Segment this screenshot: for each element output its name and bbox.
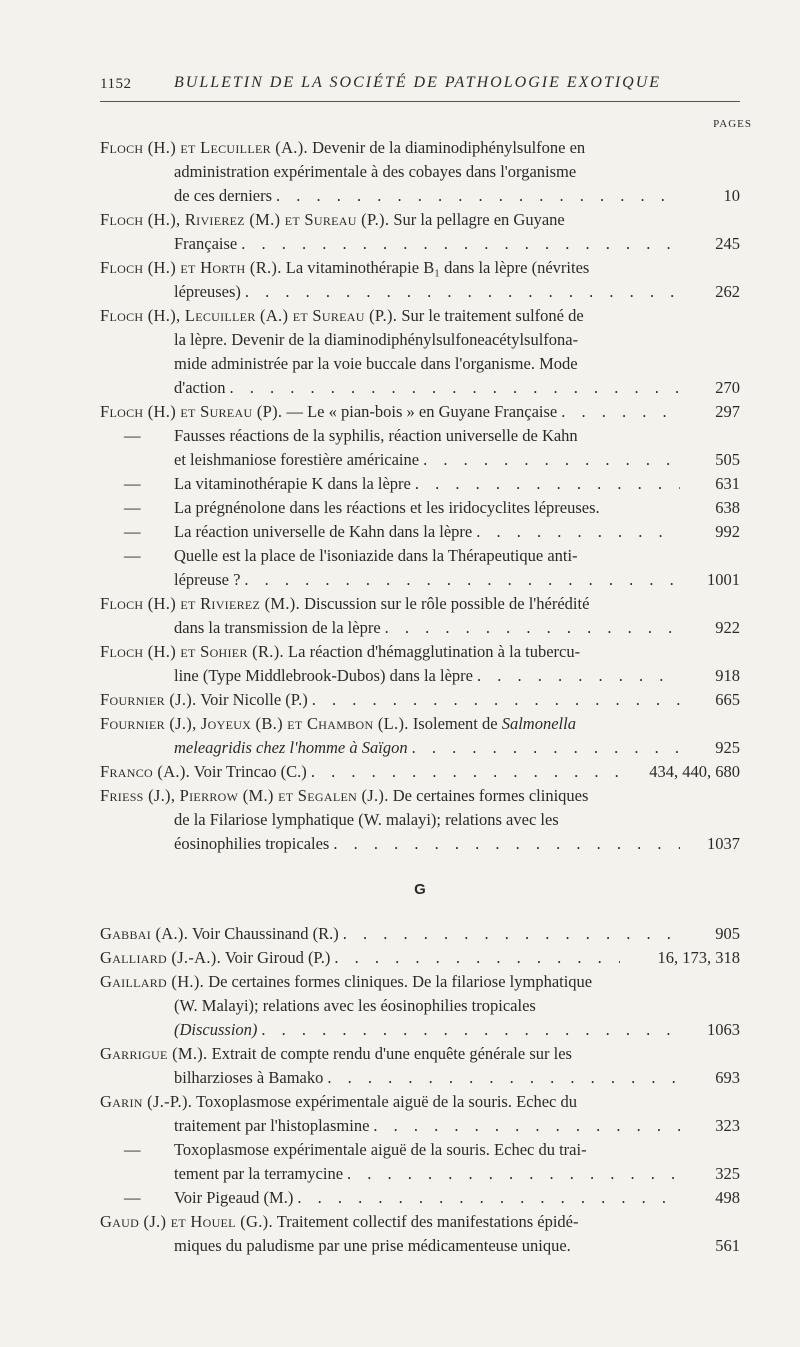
ditto-dash: — [124,522,141,541]
dot-leader [311,760,620,784]
entry-author: Garin (J.-P.). [100,1092,193,1111]
entry-text: De certaines formes cliniques. De la filariose lymphatique [208,972,593,991]
entry-last-line: de ces derniers [174,186,273,205]
entry-page: 498 [715,1188,740,1207]
dot-leader [373,1114,680,1138]
entry-author: Floch (H.) et Sohier (R.). [100,642,284,661]
index-entry [100,784,740,856]
ditto-dash: — [124,1140,141,1159]
entry-page: 918 [715,666,740,685]
entry-page: 922 [715,618,740,637]
index-subentry [100,472,740,496]
entry-author: Floch (H.) et Lecuiller (A.). [100,138,308,157]
entry-page: 1063 [707,1020,740,1039]
entry-text: — Le « pian-bois » en Guyane Française [286,402,558,421]
entry-text: La réaction d'hémagglutination à la tubercu- [288,642,581,661]
entry-page: 925 [715,738,740,757]
entry-continuation: mide administrée par la voie buccale dans l'organisme. Mode [174,354,578,373]
index-entry [100,400,740,424]
entry-page: 262 [715,282,740,301]
dot-leader [244,568,680,592]
entry-text: Devenir de la diaminodiphénylsulfone en [312,138,586,157]
entry-continuation: administration expérimentale à des cobayes dans l'organisme [174,162,577,181]
entry-last-line: Voir Pigeaud (M.) [174,1188,294,1207]
ditto-dash: — [124,1188,141,1207]
entry-page: 638 [715,498,740,517]
entry-text: Discussion sur le rôle possible de l'hérédité [304,594,590,613]
ditto-dash: — [124,426,141,445]
entry-last-line: Voir Chaussinand (R.) [191,924,339,943]
index-subentry [100,424,740,472]
entry-page: 905 [715,924,740,943]
dot-leader [476,520,680,544]
entry-last-line: (Discussion) [174,1020,258,1039]
entry-last-line: bilharzioses à Bamako [174,1068,324,1087]
index-entry [100,256,740,304]
entry-last-line: meleagridis chez l'homme à Saïgon [174,738,408,757]
entry-page: 434, 440, 680 [649,762,740,781]
ditto-dash: — [124,546,141,565]
entry-author: Gaud (J.) et Houel (G.). [100,1212,273,1231]
entry-continuation: la lèpre. Devenir de la diaminodiphénylsulfoneacétylsulfona- [174,330,579,349]
ditto-dash: — [124,498,141,517]
dot-leader [412,736,680,760]
entry-page: 693 [715,1068,740,1087]
index-entry [100,1090,740,1138]
dot-leader [276,184,680,208]
entry-last-line: Voir Giroud (P.) [224,948,331,967]
entry-author: Floch (H.) et Rivierez (M.). [100,594,301,613]
index-entry [100,946,740,970]
index-subentry [100,544,740,592]
dot-leader [230,376,680,400]
entry-text: Extrait de compte rendu d'une enquête générale sur les [211,1044,572,1063]
entry-text: Toxoplasmose expérimentale aiguë de la souris. Echec du [196,1092,577,1111]
index-entry [100,304,740,400]
entry-author: Galliard (J.-A.). [100,948,221,967]
entry-author: Franco (A.). [100,762,191,781]
entry-page: 665 [715,690,740,709]
entry-author: Garrigue (M.). [100,1044,208,1063]
dot-leader [561,400,680,424]
entry-last-line: éosinophilies tropicales [174,834,330,853]
page-number: 1152 [100,76,132,92]
entry-page: 1001 [707,570,740,589]
entry-text: Fausses réactions de la syphilis, réaction universelle de Kahn [174,426,578,445]
entry-author: Floch (H.) et Horth (R.). [100,258,282,277]
dot-leader [245,280,680,304]
index-entry [100,922,740,946]
entry-last-line: lépreuse ? [174,570,241,589]
index-entry [100,712,740,760]
dot-leader [423,448,680,472]
index-subentry [100,496,740,520]
index-entry [100,208,740,256]
entry-last-line: La prégnénolone dans les réactions et les iridocyclites lépreuses. [174,498,600,517]
entry-page: 323 [715,1116,740,1135]
entry-last-line: La réaction universelle de Kahn dans la lèpre [174,522,473,541]
entry-page: 505 [715,450,740,469]
dot-leader [385,616,680,640]
entry-text: Quelle est la place de l'isoniazide dans la Thérapeutique anti- [174,546,578,565]
index-entry [100,1210,740,1258]
index-list [100,136,740,1258]
index-entry [100,1042,740,1090]
dot-leader [297,1186,680,1210]
entry-text: Isolement de [412,714,498,733]
entry-text: De certaines formes cliniques [392,786,589,805]
page-header [100,70,740,100]
section-letter-g: G [414,881,426,898]
entry-continuation: (W. Malayi); relations avec les éosinophilies tropicales [174,996,536,1015]
index-entry [100,592,740,640]
dot-leader [261,1018,680,1042]
entry-last-line: miques du paludisme par une prise médicamenteuse unique. [174,1236,571,1255]
index-subentry [100,520,740,544]
index-subentry [100,1138,740,1186]
entry-page: 631 [715,474,740,493]
pages-column-label: PAGES [713,118,752,130]
entry-last-line: La vitaminothérapie K dans la lèpre [174,474,411,493]
entry-page: 1037 [707,834,740,853]
entry-text: Traitement collectif des manifestations épidé- [276,1212,579,1231]
entry-page: 245 [715,234,740,253]
entry-page: 992 [715,522,740,541]
entry-last-line: Voir Nicolle (P.) [200,690,308,709]
dot-leader [333,832,680,856]
index-subentry [100,1186,740,1210]
entry-author: Gabbai (A.). [100,924,189,943]
entry-page: 270 [715,378,740,397]
index-entry [100,640,740,688]
entry-last-line: lépreuses) [174,282,241,301]
entry-last-line: tement par la terramycine [174,1164,344,1183]
entry-last-line: dans la transmission de la lèpre [174,618,381,637]
index-entry [100,760,740,784]
index-entry [100,136,740,208]
entry-italic: Salmonella [501,714,576,733]
entry-text: La vitaminothérapie B₁ dans la lèpre (névrites [285,258,590,277]
dot-leader [477,664,680,688]
entry-page: 325 [715,1164,740,1183]
entry-continuation: de la Filariose lymphatique (W. malayi); relations avec les [174,810,559,829]
entry-text: Sur le traitement sulfoné de [401,306,584,325]
entry-last-line: d'action [174,378,226,397]
dot-leader [343,922,680,946]
entry-author: Floch (H.), Rivierez (M.) et Sureau (P.). [100,210,390,229]
entry-author: Gaillard (H.). [100,972,205,991]
entry-author: Friess (J.), Pierrow (M.) et Segalen (J.). [100,786,389,805]
entry-page: 297 [715,402,740,421]
header-rule [100,101,740,102]
entry-last-line: line (Type Middlebrook-Dubos) dans la lèpre [174,666,473,685]
entry-author: Floch (H.) et Sureau (P). [100,402,283,421]
running-title: BULLETIN DE LA SOCIÉTÉ DE PATHOLOGIE EXOTIQUE [174,74,662,91]
entry-author: Fournier (J.). [100,690,197,709]
entry-author: Fournier (J.), Joyeux (B.) et Chambon (L.). [100,714,409,733]
entry-last-line: traitement par l'histoplasmine [174,1116,370,1135]
entry-last-line: et leishmaniose forestière américaine [174,450,420,469]
entry-author: Floch (H.), Lecuiller (A.) et Sureau (P.). [100,306,398,325]
index-entry [100,688,740,712]
dot-leader [241,232,680,256]
entry-text: Toxoplasmose expérimentale aiguë de la souris. Echec du trai- [174,1140,587,1159]
entry-last-line: Française [174,234,238,253]
entry-text: Sur la pellagre en Guyane [393,210,565,229]
entry-page: 561 [715,1236,740,1255]
dot-leader [327,1066,680,1090]
dot-leader [347,1162,680,1186]
entry-page: 10 [723,186,740,205]
dot-leader [312,688,680,712]
dot-leader [415,472,680,496]
entry-last-line: Voir Trincao (C.) [193,762,307,781]
entry-page: 16, 173, 318 [657,948,740,967]
ditto-dash: — [124,474,141,493]
index-entry [100,970,740,1042]
dot-leader [334,946,620,970]
